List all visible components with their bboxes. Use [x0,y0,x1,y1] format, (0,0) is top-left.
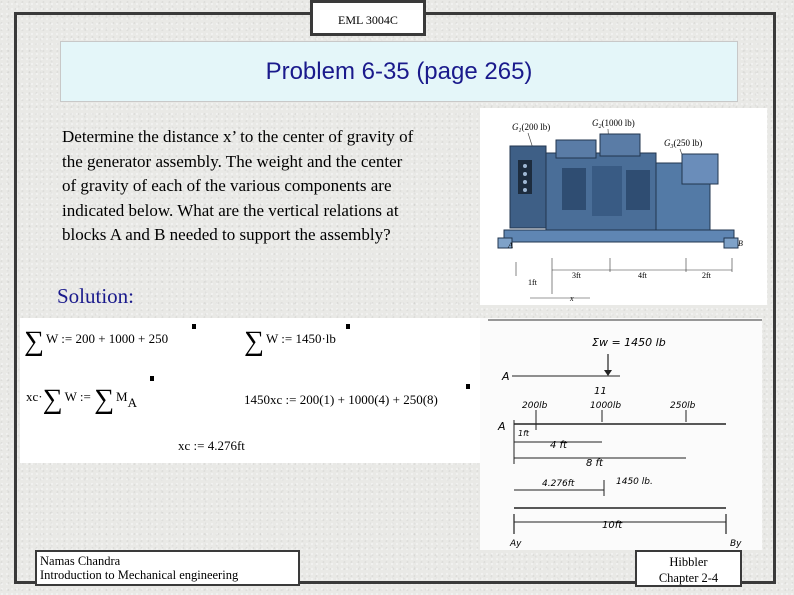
footer-chapter: Chapter 2-4 [658,571,719,585]
dim-x: x [570,294,574,303]
sketch-ay: Ay [510,539,522,549]
sketch-label-a: A [502,370,510,383]
problem-statement [62,125,482,248]
eq-marker [346,324,350,329]
solution-math [20,318,480,463]
sketch-by: By [730,539,742,549]
sketch-label-a2: A [498,420,506,433]
equation-total-weight-result: ∑ W := 1450·lb [244,326,336,357]
footer-course: Introduction to Mechanical engineering [40,568,239,582]
sketch-dim-x-weight: 1450 lb. [616,477,653,487]
eq-marker [150,376,154,381]
problem-line: of gravity of each of the various components are [62,176,392,195]
sketch-marker-11: 11 [594,386,607,397]
footer-reference-box [635,550,742,587]
block-a-label: A [508,241,513,250]
equation-moment-balance: xc·∑ W := ∑ MA [26,384,137,415]
dim-3ft: 3ft [572,271,581,280]
equation-result: xc := 4.276ft [178,438,245,453]
footer-author: Namas Chandra [40,554,121,568]
dim-2ft: 2ft [702,271,711,280]
problem-line: the generator assembly. The weight and the center [62,151,403,171]
sketch-w2: 1000lb [590,401,622,411]
problem-line: Determine the distance x’ to the center of gravity of [62,127,414,146]
solution-label: Solution: [57,284,135,308]
free-body-sketch [480,318,762,550]
course-tag: EML 3004C [310,0,426,36]
g3-label: $G_3(250$ lb) [664,138,703,150]
g1-label: $G_1(200$ lb) [512,122,551,134]
dim-4ft: 4ft [638,271,647,280]
generator-figure [480,108,767,305]
eq-marker [192,324,196,329]
sketch-w3: 250lb [670,401,696,411]
g2-label: $G_2(1000$ lb) [592,118,635,130]
footer-author-box [35,550,300,586]
slide-title: Problem 6-35 (page 265) [60,41,738,102]
equation-moment-values: 1450xc := 200(1) + 1000(4) + 250(8) [244,392,438,407]
sketch-total-weight: Σw = 1450 lb [592,336,666,349]
sketch-w1: 200lb [522,401,548,411]
problem-line: blocks A and B needed to support the assembly? [62,225,391,244]
sketch-dim-10ft: 10ft [602,520,623,531]
generator-illustration [480,108,767,305]
block-b-label: B [738,239,743,248]
sketch-dim-x: 4.276ft [542,479,575,489]
dim-1ft: 1ft [528,278,537,287]
sketch-dim-8ft: 8 ft [586,458,603,469]
footer-book: Hibbler [669,555,708,569]
problem-line: indicated below. What are the vertical relations at [62,200,399,220]
sketch-dim-4ft: 4 ft [550,440,567,451]
eq-marker [466,384,470,389]
sketch-dim-1ft: 1ft [518,429,530,438]
equation-total-weight: ∑ W := 200 + 1000 + 250 [24,326,169,357]
sketch-drawing [480,318,762,550]
